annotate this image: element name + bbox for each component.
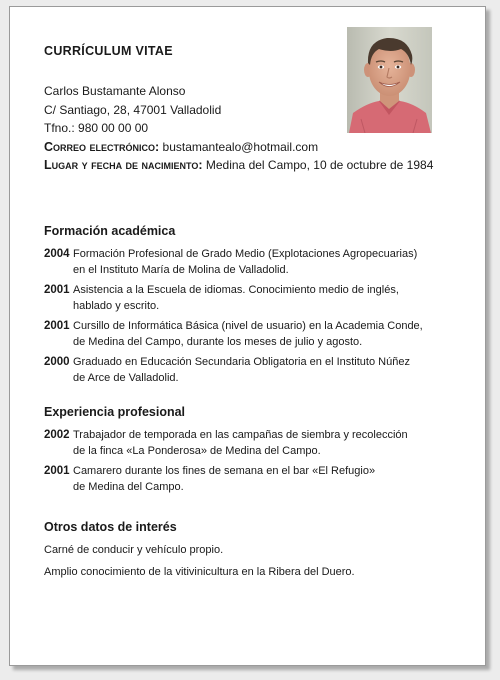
entry-description [73, 354, 464, 386]
birth-line [44, 156, 464, 175]
address: C/ Santiago, 28, 47001 Valladolid [44, 102, 222, 117]
education-entry [44, 354, 464, 386]
experience-entry [44, 427, 464, 459]
education-entry [44, 282, 464, 314]
phone: Tfno.: 980 00 00 00 [44, 121, 149, 135]
entry-line: Formación Profesional de Grado Medio (Explotaciones Agropecuarias) [73, 248, 418, 260]
email-line [44, 138, 464, 157]
other-section [44, 520, 464, 586]
cv-title: CURRÍCULUM VITAE [44, 44, 173, 58]
profile-photo [347, 27, 432, 133]
other-title: Otros datos de interés [44, 520, 177, 534]
entry-description [73, 463, 464, 495]
entry-year: 2001 [44, 320, 70, 332]
education-title: Formación académica [44, 224, 176, 238]
entry-line: de Medina del Campo. [73, 481, 184, 493]
other-item: Amplio conocimiento de la vitivinicultura en la Ribera del Duero. [44, 566, 355, 578]
education-entry [44, 318, 464, 350]
entry-line: hablado y escrito. [73, 300, 160, 312]
entry-line: Graduado en Educación Secundaria Obligatoria en el Instituto Núñez [73, 356, 410, 368]
entry-description [73, 246, 464, 278]
experience-title: Experiencia profesional [44, 405, 186, 419]
birth-label: Lugar y fecha de nacimiento: [44, 158, 203, 172]
entry-line: Cursillo de Informática Básica (nivel de usuario) en la Academia Conde, [73, 320, 423, 332]
email-value: bustamantealo@hotmail.com [162, 139, 319, 154]
entry-description [73, 427, 464, 459]
entry-year: 2001 [44, 284, 70, 296]
entry-line: de la finca «La Ponderosa» de Medina del Campo. [73, 445, 321, 457]
entry-description [73, 318, 464, 350]
entry-line: en el Instituto María de Molina de Valladolid. [73, 264, 289, 276]
entry-description [73, 282, 464, 314]
entry-line: Asistencia a la Escuela de idiomas. Conocimiento medio de inglés, [73, 284, 399, 296]
entry-line: de Medina del Campo, durante los meses de julio y agosto. [73, 336, 363, 348]
entry-year: 2002 [44, 429, 70, 441]
education-entry [44, 246, 464, 278]
entry-year: 2000 [44, 356, 70, 368]
experience-entry [44, 463, 464, 495]
other-item: Carné de conducir y vehículo propio. [44, 544, 224, 556]
experience-section [44, 405, 464, 499]
email-label: Correo electrónico: [44, 139, 160, 154]
entry-line: Trabajador de temporada en las campañas de siembra y recolección [73, 429, 408, 441]
entry-year: 2004 [44, 248, 70, 260]
birth-value: Medina del Campo, 10 de octubre de 1984 [205, 158, 434, 172]
entry-line: de Arce de Valladolid. [73, 372, 179, 384]
entry-year: 2001 [44, 465, 70, 477]
full-name: Carlos Bustamante Alonso [44, 84, 186, 98]
entry-line: Camarero durante los fines de semana en el bar «El Refugio» [73, 465, 376, 477]
cv-page [9, 6, 486, 666]
education-section [44, 224, 464, 390]
